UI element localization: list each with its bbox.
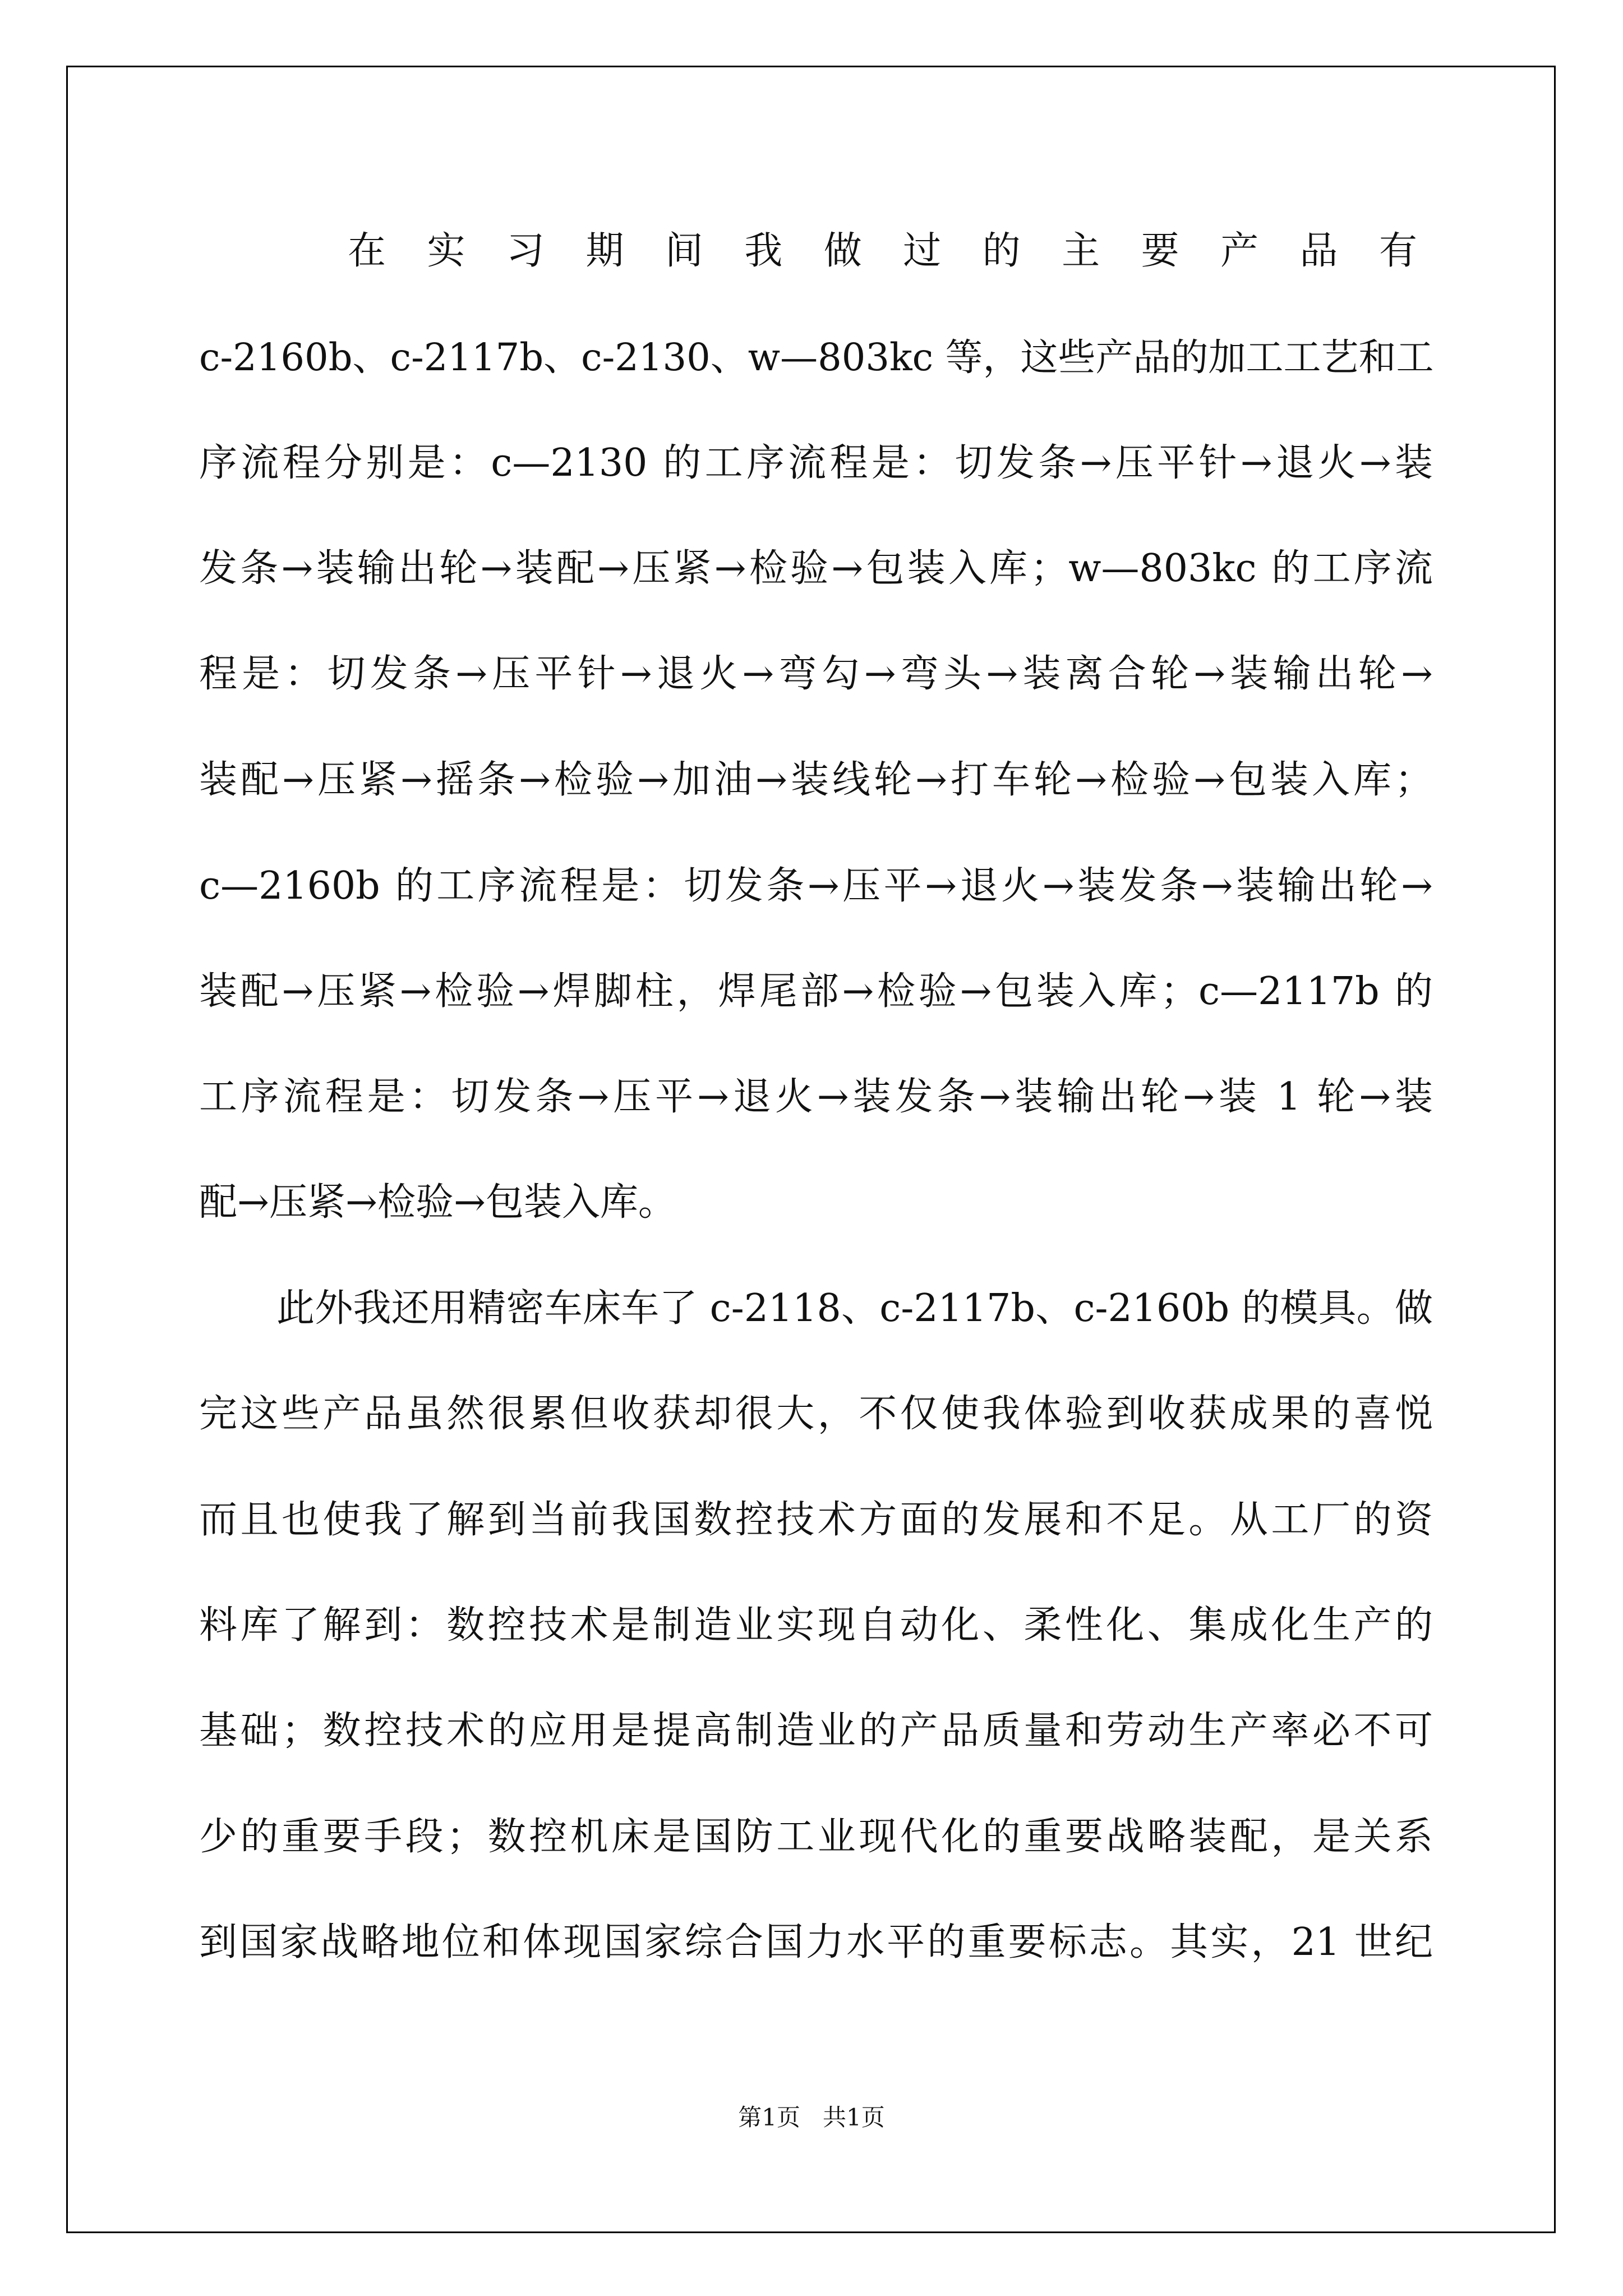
- text-line: 而且也使我了解到当前我国数控技术方面的发展和不足。从工厂的资: [199, 1498, 1433, 1542]
- text-line: 基础；数控技术的应用是提高制造业的产品质量和劳动生产率必不可: [199, 1709, 1433, 1753]
- text-line: 装配→压紧→摇条→检验→加油→装线轮→打车轮→检验→包装入库；: [199, 758, 1433, 802]
- page-number-footer: 第1页 共1页: [738, 2104, 885, 2131]
- text-line: 程是：切发条→压平针→退火→弯勾→弯头→装离合轮→装输出轮→: [199, 652, 1433, 696]
- text-line: 发条→装输出轮→装配→压紧→检验→包装入库；w—803kc 的工序流: [199, 546, 1433, 591]
- text-line: 配→压紧→检验→包装入库。: [199, 1180, 676, 1225]
- text-line: 到国家战略地位和体现国家综合国力水平的重要标志。其实，21 世纪: [199, 1920, 1433, 1964]
- text-line: 在实习期间我做过的主要产品有: [348, 229, 1433, 273]
- text-line: c-2160b、c-2117b、c-2130、w—803kc 等，这些产品的加工工艺和工: [199, 335, 1434, 379]
- text-line: 少的重要手段；数控机床是国防工业现代化的重要战略装配，是关系: [199, 1815, 1433, 1859]
- text-line: 完这些产品虽然很累但收获却很大，不仅使我体验到收获成果的喜悦: [199, 1392, 1433, 1436]
- text-line: c—2160b 的工序流程是：切发条→压平→退火→装发条→装输出轮→: [199, 864, 1433, 908]
- text-line: 序流程分别是：c—2130 的工序流程是：切发条→压平针→退火→装: [199, 441, 1433, 485]
- text-line: 此外我还用精密车床车了 c-2118、c-2117b、c-2160b 的模具。做: [276, 1286, 1433, 1331]
- text-line: 工序流程是：切发条→压平→退火→装发条→装输出轮→装 1 轮→装: [199, 1075, 1433, 1119]
- text-line: 装配→压紧→检验→焊脚柱，焊尾部→检验→包装入库；c—2117b 的: [199, 969, 1433, 1014]
- text-line: 料库了解到：数控技术是制造业实现自动化、柔性化、集成化生产的: [199, 1603, 1433, 1648]
- page-border: [66, 66, 1556, 2233]
